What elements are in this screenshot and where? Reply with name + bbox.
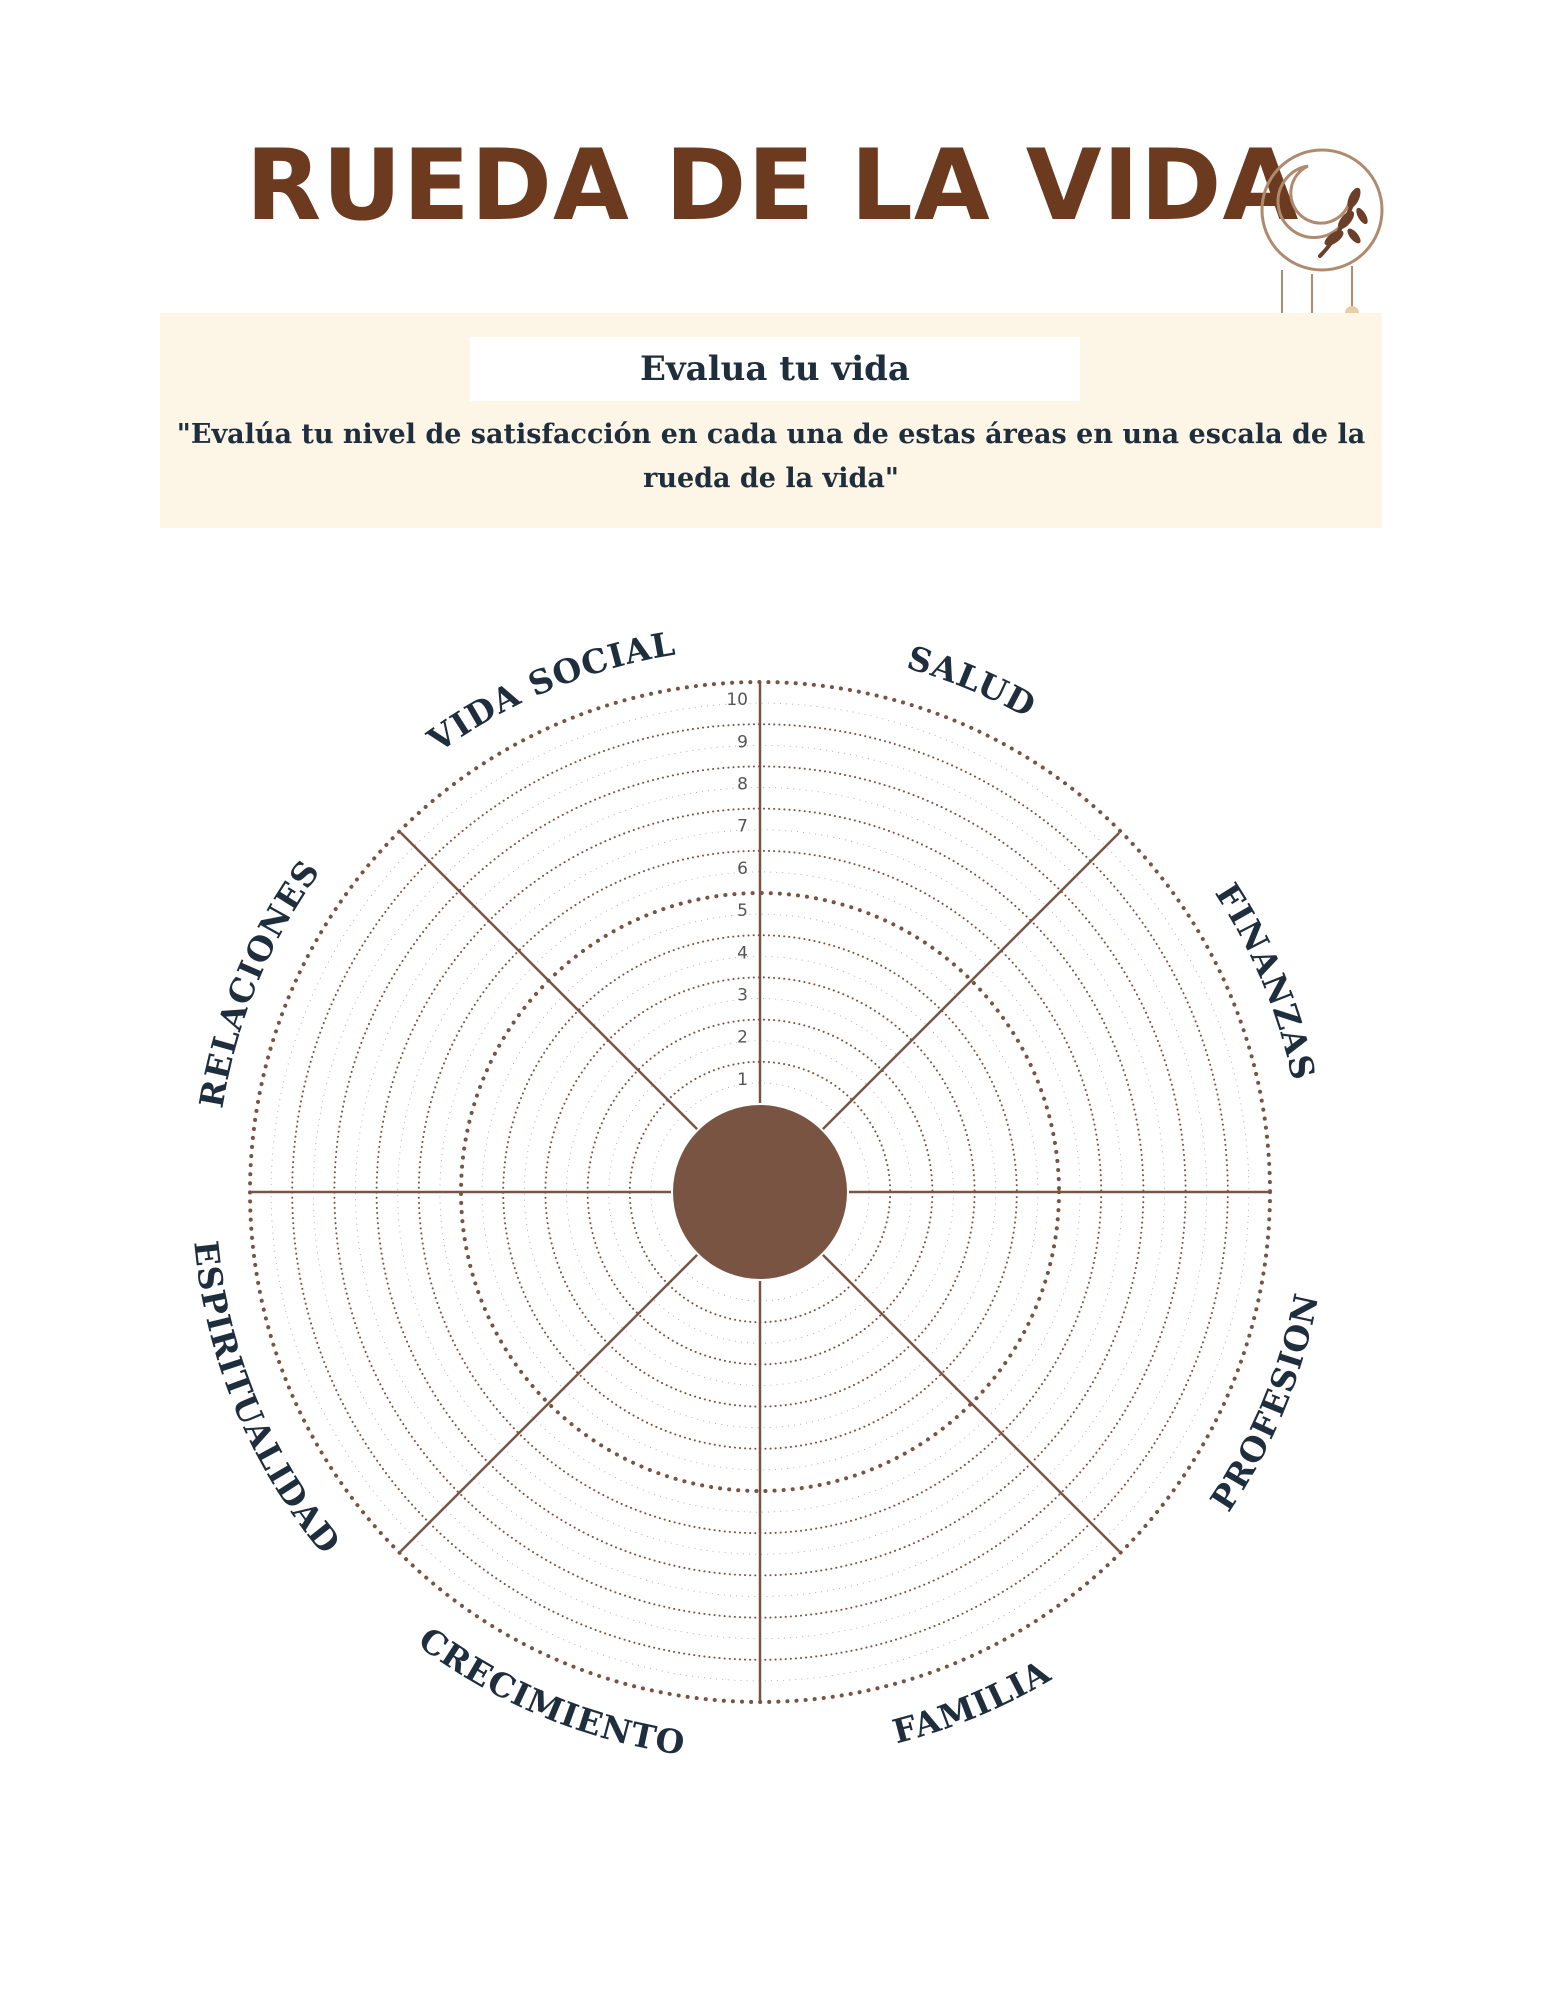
area-label-finanzas: FINANZAS — [1207, 876, 1324, 1085]
area-label-crecimiento: CRECIMIENTO — [411, 1619, 689, 1763]
page-title: RUEDA DE LA VIDA — [245, 129, 1300, 243]
subtitle: Evalua tu vida — [640, 349, 910, 389]
spoke-1 — [822, 833, 1119, 1130]
scale-label-8: 8 — [737, 774, 748, 795]
scale-label-1: 1 — [737, 1069, 748, 1090]
scale-label-4: 4 — [737, 943, 748, 964]
scale-label-10: 10 — [726, 690, 748, 711]
area-label-salud: SALUD — [902, 637, 1043, 726]
area-label-profesion: PROFESION — [1202, 1289, 1327, 1518]
area-label-familia: FAMILIA — [888, 1651, 1058, 1752]
instruction-text: "Evalúa tu nivel de satisfacción en cada una de estas áreas en una escala de la rueda de la vida" — [176, 419, 1366, 494]
scale-label-7: 7 — [737, 816, 748, 837]
scale-label-2: 2 — [737, 1027, 748, 1048]
scale-label-5: 5 — [737, 901, 748, 922]
area-label-relaciones: RELACIONES — [191, 852, 328, 1111]
area-label-vida-social: VIDA SOCIAL — [420, 623, 679, 760]
spoke-7 — [401, 833, 698, 1130]
center-disk — [672, 1104, 848, 1280]
scale-label-9: 9 — [737, 732, 748, 753]
spoke-5 — [401, 1254, 698, 1551]
scale-label-6: 6 — [737, 858, 748, 879]
area-label-espiritualidad: ESPIRITUALIDAD — [186, 1238, 349, 1562]
spoke-3 — [822, 1254, 1119, 1551]
scale-label-3: 3 — [737, 985, 748, 1006]
